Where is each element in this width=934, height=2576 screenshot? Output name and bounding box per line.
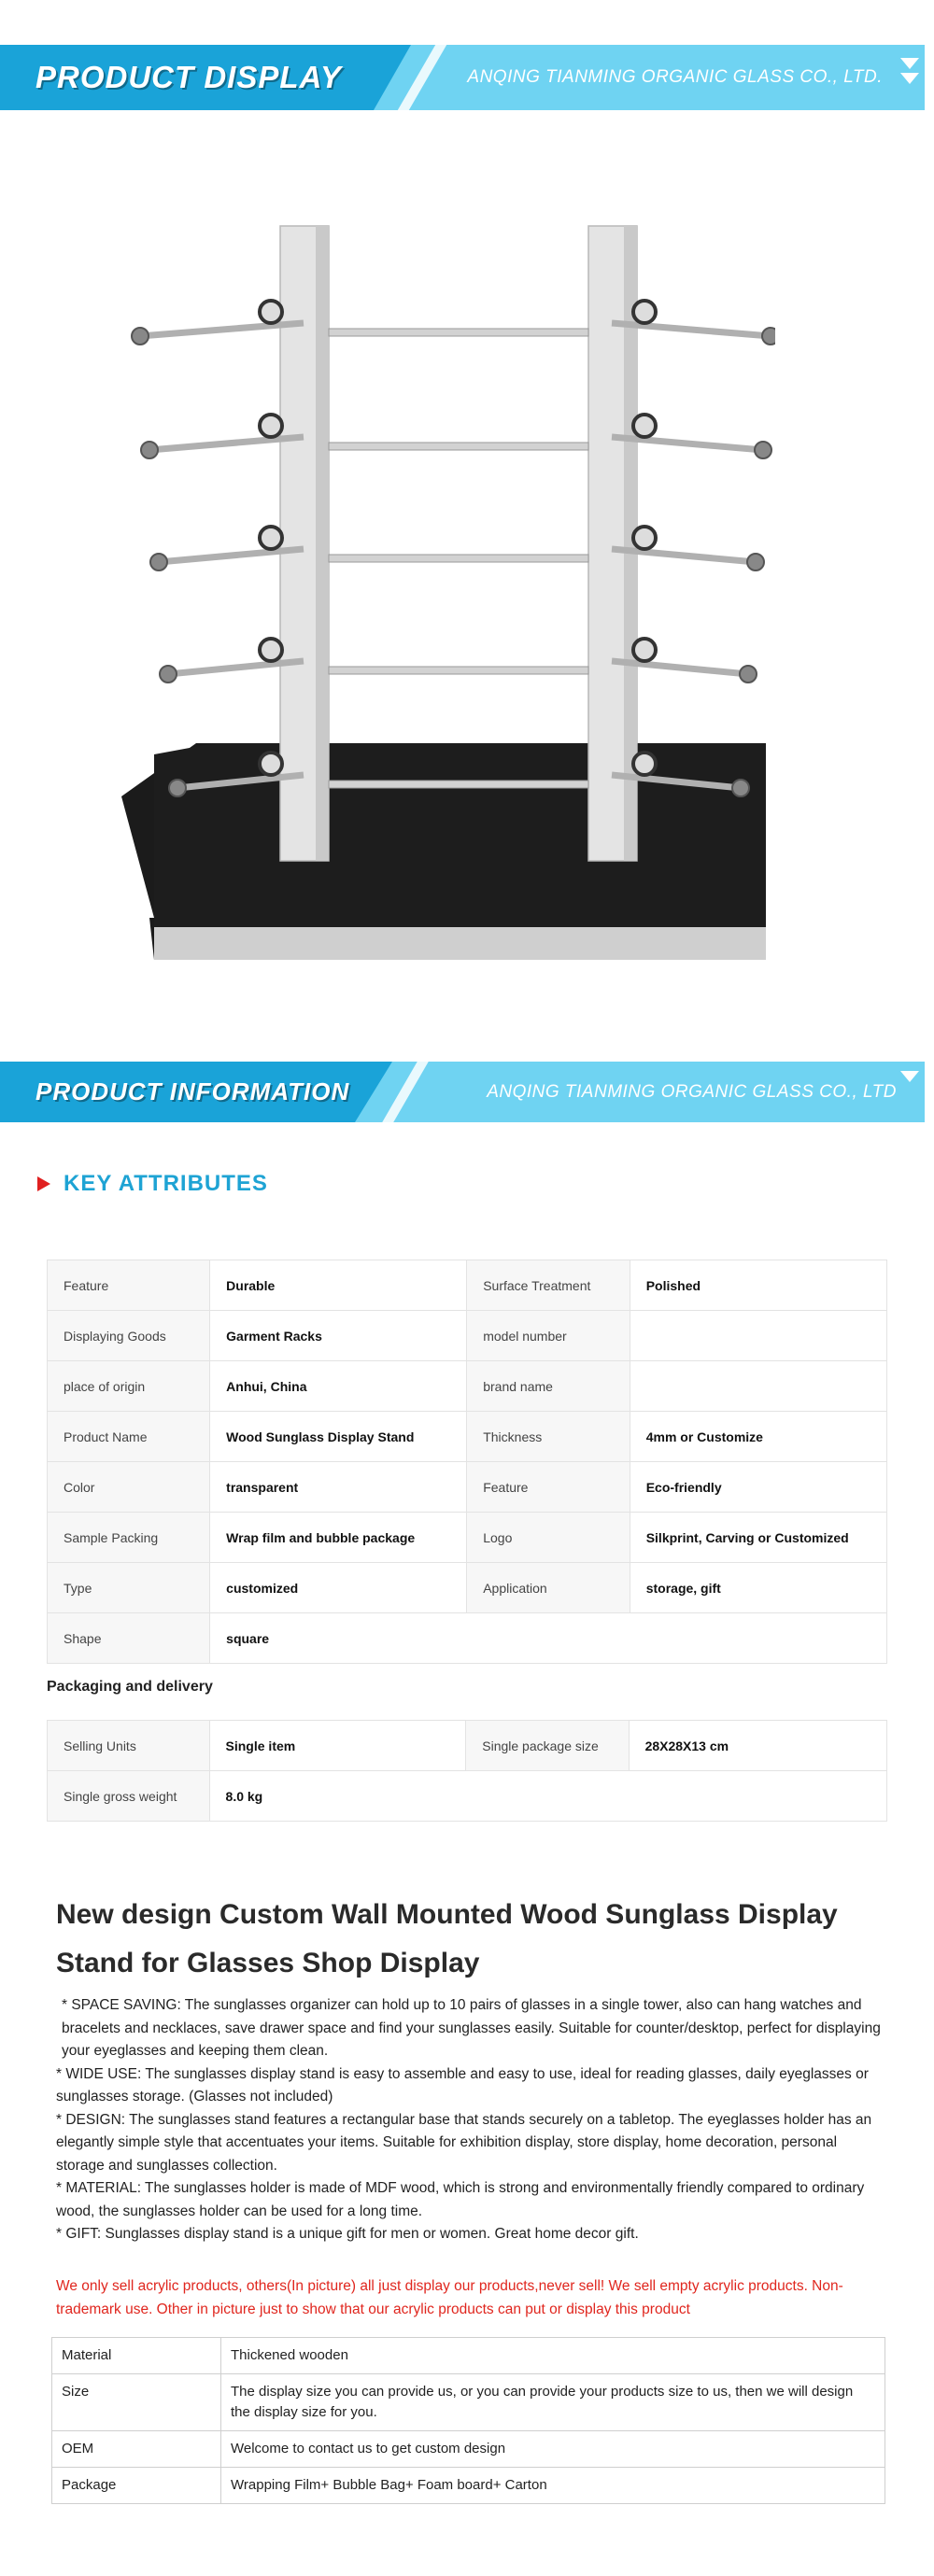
arm-end-cap	[740, 666, 757, 683]
attribute-key: model number	[467, 1311, 630, 1361]
attribute-key: Displaying Goods	[48, 1311, 210, 1361]
attribute-value: storage, gift	[630, 1563, 886, 1613]
crossbar	[329, 555, 588, 562]
chevron-down-icon	[900, 1071, 921, 1086]
crossbar	[329, 329, 588, 336]
attribute-key: brand name	[467, 1361, 630, 1412]
key-attributes-table	[47, 1260, 887, 1664]
arm-end-cap	[141, 442, 158, 458]
attribute-key: Single gross weight	[48, 1771, 210, 1822]
description-body	[56, 1994, 883, 2246]
table-row	[48, 1771, 887, 1822]
spec-value: Welcome to contact us to get custom design	[221, 2431, 885, 2468]
glasses-holder	[633, 753, 656, 775]
table-row	[48, 1613, 887, 1664]
crossbar	[329, 781, 588, 788]
attribute-value	[630, 1311, 886, 1361]
table-row	[48, 1563, 887, 1613]
table-row	[52, 2338, 885, 2374]
table-row	[48, 1361, 887, 1412]
attribute-value: Wood Sunglass Display Stand	[210, 1412, 467, 1462]
red-arrow-icon	[37, 1176, 50, 1191]
banner-title: PRODUCT DISPLAY	[35, 60, 342, 94]
feature-paragraph: * DESIGN: The sunglasses stand features a rectangular base that stands securely on a tabletop. The eyeglasses holder has an elegantly simple style that accentuates your items. Suitable for exhibition display, store display, home decoration, personal storage and sunglasses collection.	[56, 2111, 872, 2174]
feature-paragraph: * GIFT: Sunglasses display stand is a unique gift for men or women. Great home decor gift.	[56, 2226, 639, 2242]
arm-end-cap	[732, 780, 749, 796]
feature-paragraph: * WIDE USE: The sunglasses display stand is easy to assemble and easy to use, ideal for reading glasses, daily eyeglasses or sunglasses storage. (Glasses not included)	[56, 2065, 869, 2104]
attribute-key: Single package size	[466, 1721, 629, 1771]
glasses-holder	[260, 415, 282, 437]
arm-end-cap	[150, 554, 167, 570]
attribute-key: Type	[48, 1563, 210, 1613]
left-arm	[140, 323, 304, 336]
banner-title: PRODUCT INFORMATION	[35, 1077, 350, 1105]
attribute-key: Feature	[48, 1260, 210, 1311]
arm-end-cap	[755, 442, 771, 458]
stand-post-shade	[316, 226, 329, 861]
attribute-value: Eco-friendly	[630, 1462, 886, 1513]
attribute-key: Product Name	[48, 1412, 210, 1462]
spec-value: The display size you can provide us, or you can provide your products size to us, then we will design the display size for you.	[221, 2374, 885, 2431]
attribute-value: Anhui, China	[210, 1361, 467, 1412]
arm-end-cap	[762, 328, 775, 345]
table-row	[48, 1513, 887, 1563]
glasses-holder	[260, 753, 282, 775]
arm-end-cap	[169, 780, 186, 796]
spec-table	[51, 2337, 885, 2504]
attribute-value: Single item	[209, 1721, 466, 1771]
glasses-holder	[260, 301, 282, 323]
feature-paragraph: * SPACE SAVING: The sunglasses organizer can hold up to 10 pairs of glasses in a single tower, also can hang watches and bracelets and necklaces, save drawer space and find your sunglasses easily. Suitable for counter/desktop, perfect for displaying your eyeglasses and keeping them clean.	[62, 1997, 881, 2059]
attribute-value: 8.0 kg	[209, 1771, 886, 1822]
banner-company: ANQING TIANMING ORGANIC GLASS CO., LTD	[487, 1081, 897, 1102]
attribute-key: Logo	[467, 1513, 630, 1563]
attribute-key: Feature	[467, 1462, 630, 1513]
attribute-key: Sample Packing	[48, 1513, 210, 1563]
spec-key: Material	[52, 2338, 221, 2374]
glasses-holder	[633, 527, 656, 549]
attribute-key: Selling Units	[48, 1721, 210, 1771]
packaging-title: Packaging and delivery	[47, 1679, 213, 1695]
attribute-key: Application	[467, 1563, 630, 1613]
banner-company: ANQING TIANMING ORGANIC GLASS CO., LTD.	[467, 67, 883, 87]
glasses-holder	[260, 639, 282, 661]
stand-base-surface	[154, 743, 766, 927]
attribute-value: square	[210, 1613, 887, 1664]
attribute-value: 28X28X13 cm	[629, 1721, 886, 1771]
attribute-value: 4mm or Customize	[630, 1412, 886, 1462]
attribute-value	[630, 1361, 886, 1412]
attribute-key: Shape	[48, 1613, 210, 1664]
double-chevron-down-icon	[900, 58, 921, 88]
attribute-key: Surface Treatment	[467, 1260, 630, 1311]
table-row	[52, 2431, 885, 2468]
table-row	[48, 1311, 887, 1361]
table-row	[52, 2374, 885, 2431]
glasses-holder	[633, 301, 656, 323]
disclaimer-note: We only sell acrylic products, others(In picture) all just display our products,never sell! We sell empty acrylic products. Non-trademark use. Other in picture just to show that our acrylic products can put or display this product	[56, 2278, 843, 2317]
spec-key: OEM	[52, 2431, 221, 2468]
arm-end-cap	[747, 554, 764, 570]
attribute-value: Polished	[630, 1260, 886, 1311]
description-title: New design Custom Wall Mounted Wood Sunglass Display Stand for Glasses Shop Display	[56, 1899, 838, 1978]
attribute-value: transparent	[210, 1462, 467, 1513]
glasses-holder	[633, 415, 656, 437]
spec-value: Wrapping Film+ Bubble Bag+ Foam board+ Carton	[221, 2468, 885, 2504]
product-information-banner	[0, 1062, 934, 1122]
table-row	[48, 1462, 887, 1513]
table-row	[48, 1260, 887, 1311]
spec-key: Package	[52, 2468, 221, 2504]
table-row	[48, 1721, 887, 1771]
spec-value: Thickened wooden	[221, 2338, 885, 2374]
key-attributes-heading	[37, 1171, 268, 1197]
arm-end-cap	[132, 328, 149, 345]
key-attributes-title: KEY ATTRIBUTES	[64, 1171, 268, 1196]
attribute-key: Thickness	[467, 1412, 630, 1462]
packaging-table	[47, 1720, 887, 1822]
glasses-holder	[260, 527, 282, 549]
attribute-key: Color	[48, 1462, 210, 1513]
feature-paragraph: * MATERIAL: The sunglasses holder is made of MDF wood, which is strong and environmentally friendly compared to ordinary wood, the sunglasses holder can be used for a long time.	[56, 2180, 865, 2219]
stand-base-edge	[154, 927, 766, 960]
arm-end-cap	[160, 666, 177, 683]
attribute-value: Garment Racks	[210, 1311, 467, 1361]
attribute-value: Wrap film and bubble package	[210, 1513, 467, 1563]
attribute-value: customized	[210, 1563, 467, 1613]
attribute-value: Silkprint, Carving or Customized	[630, 1513, 886, 1563]
product-display-banner	[0, 45, 934, 110]
crossbar	[329, 667, 588, 674]
crossbar	[329, 443, 588, 450]
product-photo	[47, 157, 775, 988]
table-row	[52, 2468, 885, 2504]
attribute-value: Durable	[210, 1260, 467, 1311]
attribute-key: place of origin	[48, 1361, 210, 1412]
glasses-holder	[633, 639, 656, 661]
spec-key: Size	[52, 2374, 221, 2431]
table-row	[48, 1412, 887, 1462]
